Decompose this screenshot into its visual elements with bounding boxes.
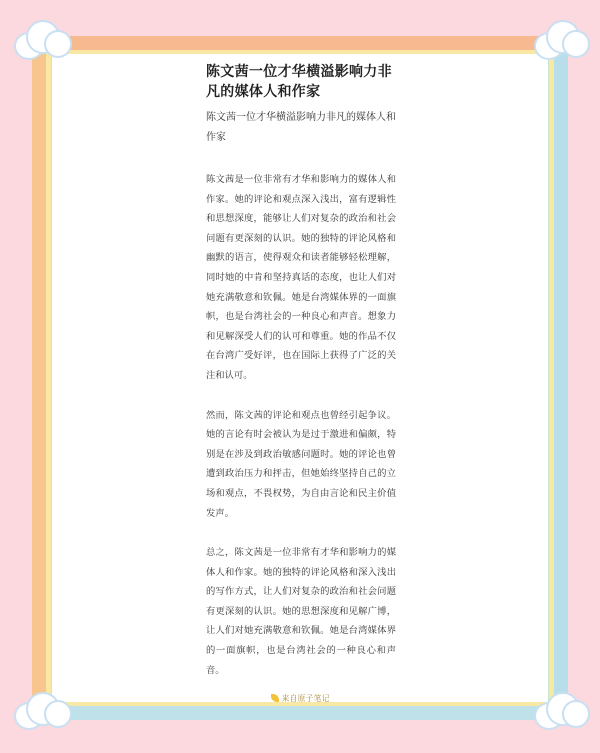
source-label: 来自原子笔记 — [281, 694, 330, 703]
cloud-decoration-icon — [530, 18, 590, 58]
paragraph: 总之，陈文茜是一位非常有才华和影响力的媒体人和作家。她的独特的评论风格和深入浅出的写作方式，让人们对复杂的政治和社会问题有更深刻的认识。她的思想深度和见解广博，让人们对她充满敬意和钦佩。她是台湾媒体界的一面旗帜，也是台湾社会的一种良心和声音。 — [206, 547, 396, 676]
source-footer — [0, 693, 600, 704]
article-body — [206, 62, 396, 700]
article-title: 陈文茜一位才华横溢影响力非凡的媒体人和作家 — [206, 64, 392, 100]
paragraph: 陈文茜是一位非常有才华和影响力的媒体人和作家。她的评论和观点深入浅出，富有逻辑性和思想深度，能够让人们对复杂的政治和社会问题有更深刻的认识。她的独特的评论风格和幽默的语言，使得观众和读者能够轻松理解，同时她的中肯和坚持真话的态度，也让人们对她充满敬意和钦佩。她是台湾媒体界的一面旗帜，也是台湾社会的一种良心和声音。想象力和见解深受人们的认可和尊重。她的作品不仅在台湾广受好评，也在国际上获得了广泛的关注和认可。 — [206, 174, 396, 381]
article-subtitle: 陈文茜一位才华横溢影响力非凡的媒体人和作家 — [206, 112, 396, 143]
cloud-decoration-icon — [10, 18, 70, 58]
leaf-icon — [271, 694, 279, 702]
paragraph: 然而，陈文茜的评论和观点也曾经引起争议。她的言论有时会被认为是过于激进和偏颇，特别是在涉及到政治敏感问题时。她的评论也曾遭到政治压力和抨击，但她始终坚持自己的立场和观点，不畏权势，为自由言论和民主价值发声。 — [206, 409, 396, 519]
